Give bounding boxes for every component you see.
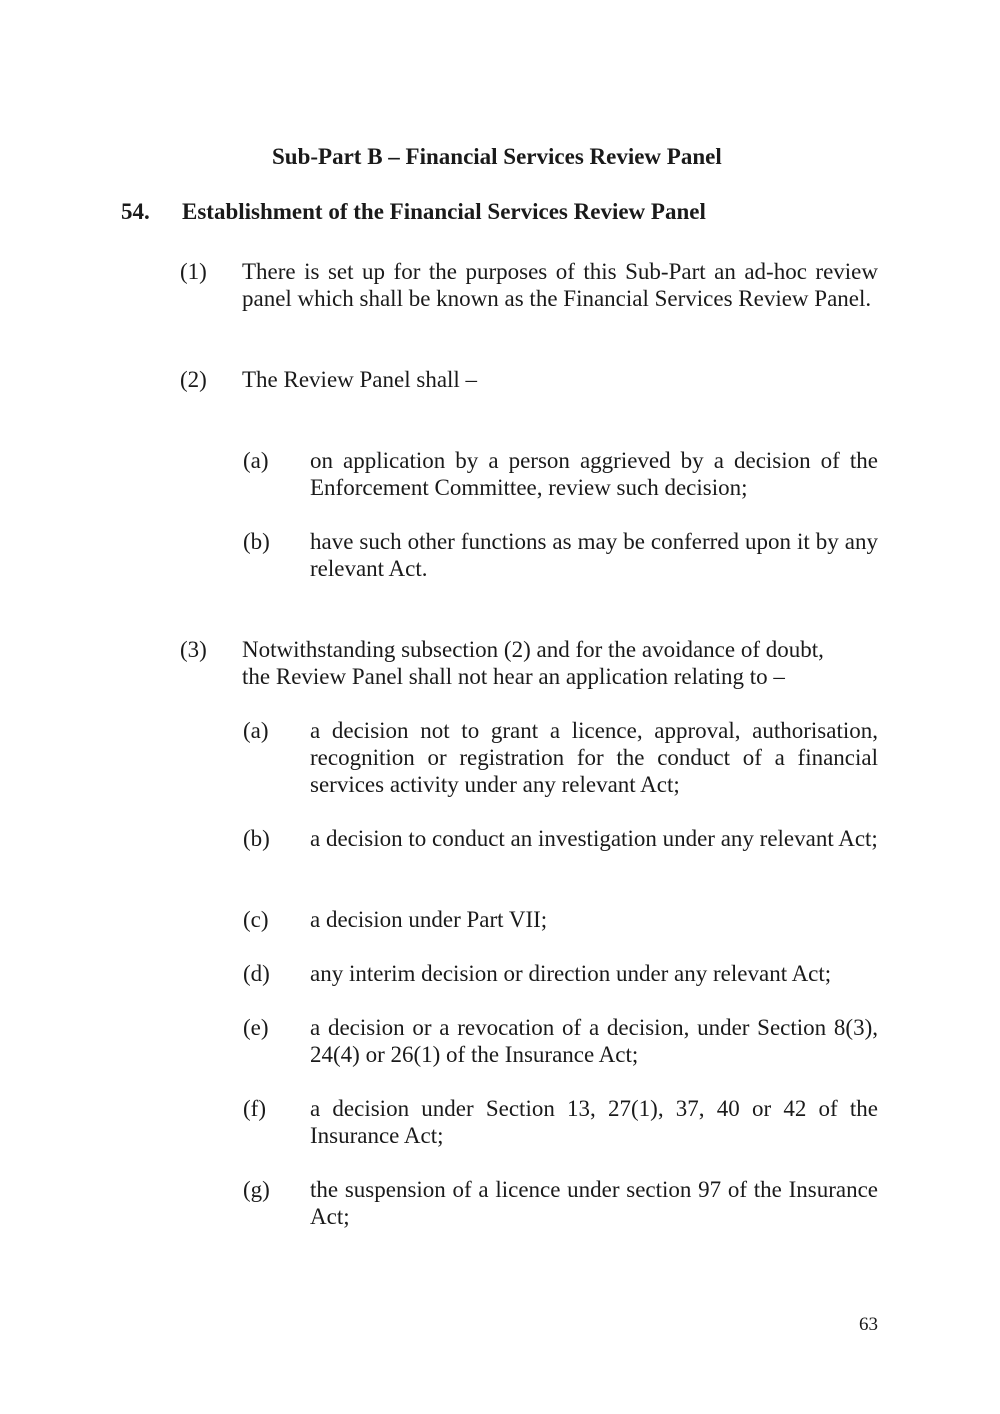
subsection-1-label: (1)	[180, 259, 207, 284]
subsection-2-item-b-label: (b)	[243, 529, 270, 554]
subsection-2-item-a-text: on application by a person aggrieved by a decision of the Enforcement Committee, review such decision;	[310, 448, 878, 500]
section-number: 54.	[121, 199, 150, 224]
subsection-3-label: (3)	[180, 637, 207, 662]
subsection-3-item-g-text: the suspension of a licence under section 97 of the Insurance Act;	[310, 1177, 878, 1229]
subsection-3-item-a-label: (a)	[243, 718, 269, 743]
subsection-2-item-a-label: (a)	[243, 448, 269, 473]
subsection-3-line-2: the Review Panel shall not hear an application relating to –	[242, 664, 785, 689]
subsection-2-item-b-text: have such other functions as may be conferred upon it by any relevant Act.	[310, 529, 878, 581]
subsection-3-item-g-label: (g)	[243, 1177, 270, 1202]
subsection-3-item-a-text: a decision not to grant a licence, approval, authorisation, recognition or registration for the conduct of a financial services activity under any relevant Act;	[310, 718, 878, 797]
subsection-3-item-d-text: any interim decision or direction under any relevant Act;	[310, 961, 832, 986]
subsection-3-item-e-label: (e)	[243, 1015, 269, 1040]
section-title: Establishment of the Financial Services Review Panel	[182, 199, 706, 224]
subsection-2-text: The Review Panel shall –	[242, 367, 478, 392]
subsection-3-line-1: Notwithstanding subsection (2) and for the avoidance of doubt,	[242, 637, 824, 662]
subsection-3-item-c-label: (c)	[243, 907, 269, 932]
subsection-3-item-e-text: a decision or a revocation of a decision, under Section 8(3), 24(4) or 26(1) of the Insurance Act;	[310, 1015, 878, 1067]
subsection-2-label: (2)	[180, 367, 207, 392]
page-number: 63	[859, 1314, 878, 1335]
subsection-3-item-c-text: a decision under Part VII;	[310, 907, 548, 932]
subsection-3-item-d-label: (d)	[243, 961, 270, 986]
subsection-3-item-f-text: a decision under Section 13, 27(1), 37, 40 or 42 of the Insurance Act;	[310, 1096, 878, 1148]
subpart-title: Sub-Part B – Financial Services Review Panel	[272, 144, 722, 169]
subsection-3-item-b-label: (b)	[243, 826, 270, 851]
subsection-3-item-f-label: (f)	[243, 1096, 266, 1121]
subsection-1-text: There is set up for the purposes of this Sub-Part an ad-hoc review panel which shall be known as the Financial Services Review Panel.	[242, 259, 878, 311]
subsection-3-item-b-text: a decision to conduct an investigation under any relevant Act;	[310, 826, 878, 851]
